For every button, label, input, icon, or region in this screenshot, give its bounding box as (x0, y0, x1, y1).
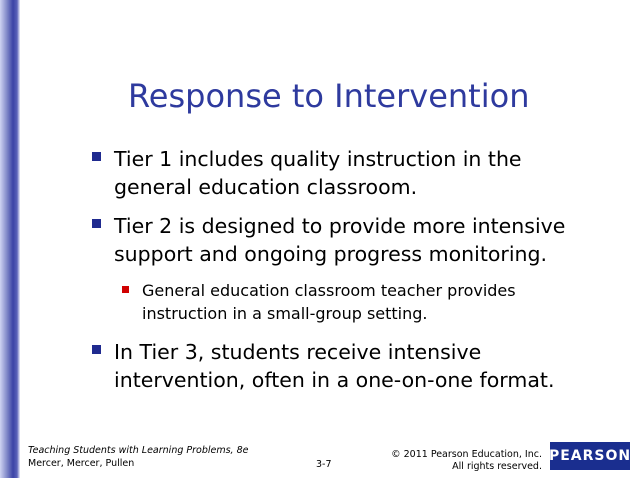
bullet-1-line-2: general education classroom. (114, 175, 418, 199)
bullet-2-line-2: support and ongoing progress monitoring. (114, 242, 548, 266)
sub-bullet-line-2: instruction in a small-group setting. (142, 304, 428, 323)
bullet-2-line-1: Tier 2 is designed to provide more intensive (114, 214, 566, 238)
bullet-1-line-1: Tier 1 includes quality instruction in the (114, 147, 522, 171)
bullet-square-icon (92, 345, 101, 354)
copyright (391, 449, 542, 473)
sub-bullet-line-1: General education classroom teacher provides (142, 281, 516, 300)
bullet-square-icon (92, 152, 101, 161)
bullet-square-icon (92, 219, 101, 228)
sub-bullet-square-icon (122, 286, 129, 293)
bullet-3-line-1: In Tier 3, students receive intensive (114, 340, 482, 364)
footer-authors: Mercer, Mercer, Pullen (28, 458, 135, 469)
page-number: 3-7 (316, 459, 332, 470)
decorative-side-bar (0, 0, 20, 478)
copyright-line-2: All rights reserved. (452, 461, 542, 472)
pearson-logo: PEARSON (550, 442, 630, 470)
footer-book-title: Teaching Students with Learning Problems, 8e (28, 445, 249, 456)
slide-title: Response to Intervention (128, 77, 530, 115)
footer-left (28, 444, 248, 470)
bullet-3-line-2: intervention, often in a one-on-one format. (114, 368, 555, 392)
copyright-line-1: © 2011 Pearson Education, Inc. (391, 449, 542, 460)
